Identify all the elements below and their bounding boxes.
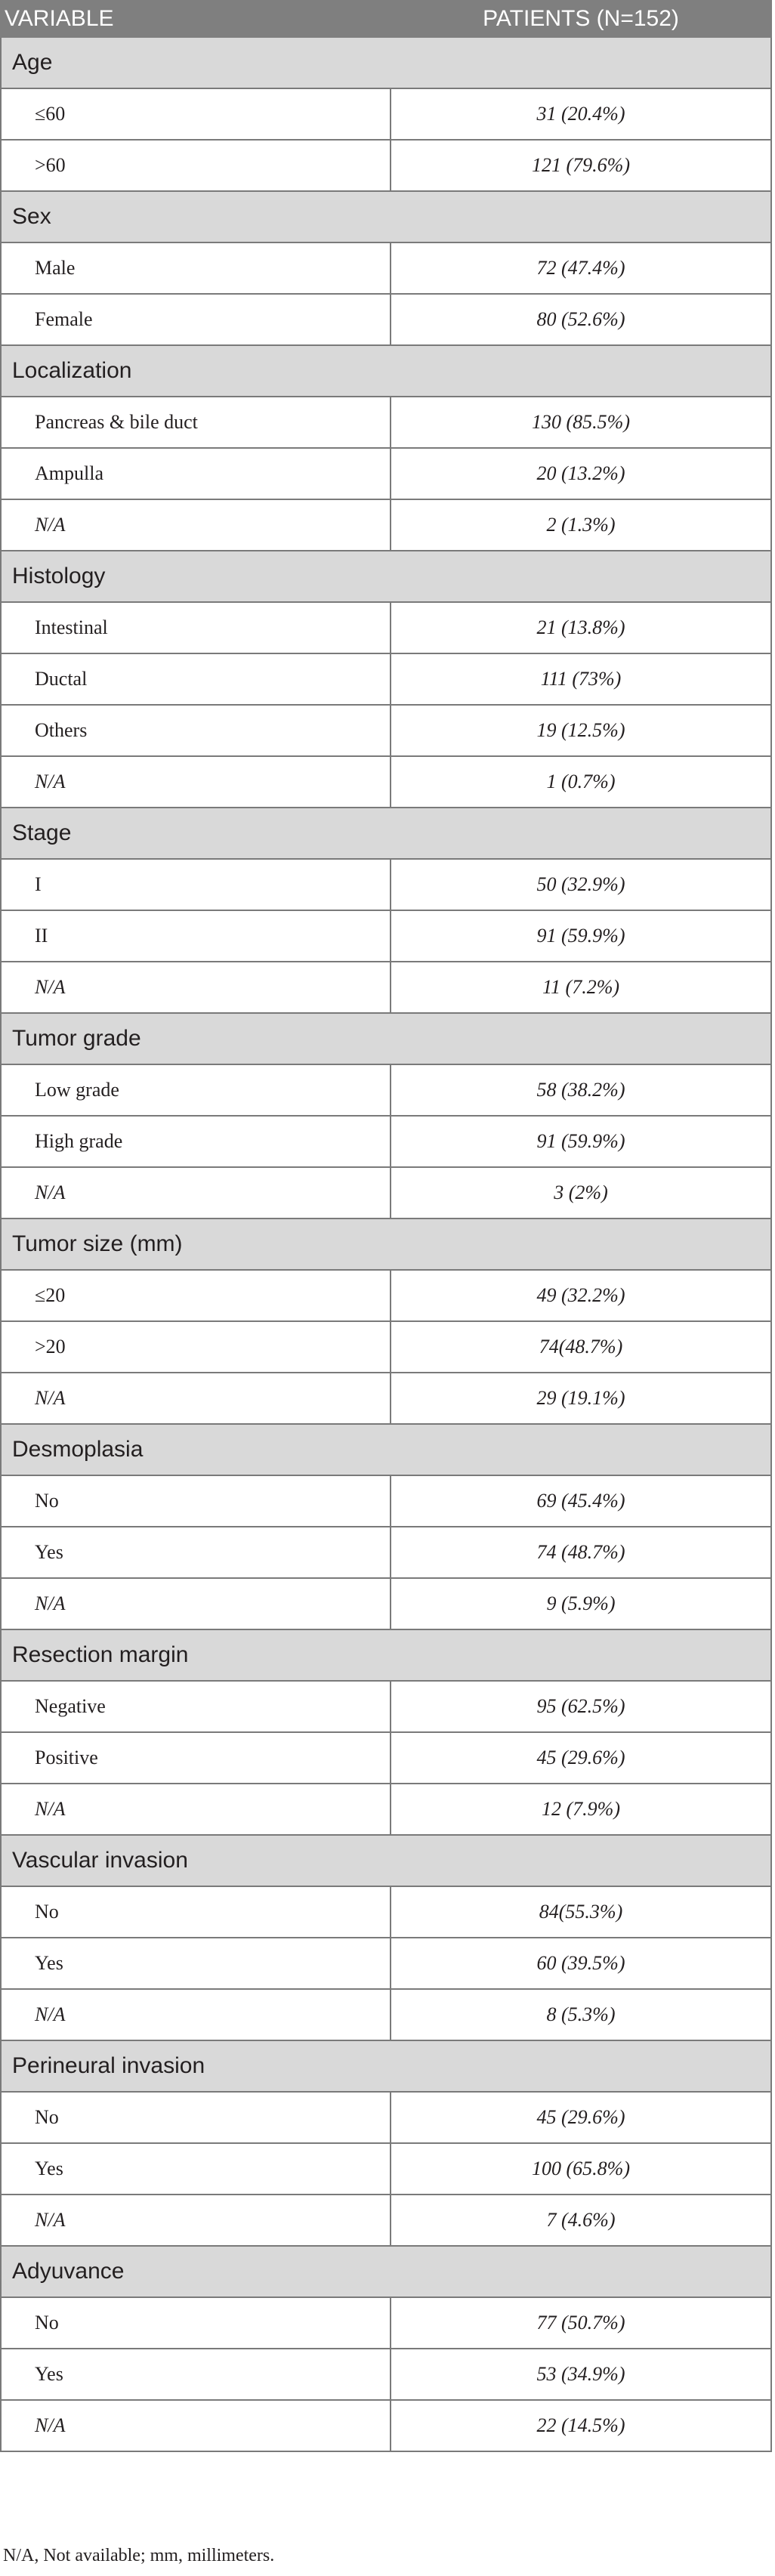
row-value: 2 (1.3%) <box>391 499 771 551</box>
group-row <box>1 2040 771 2092</box>
row-label: N/A <box>1 1167 391 1219</box>
row-label: II <box>1 910 391 962</box>
group-title: Stage <box>1 808 771 859</box>
table-row <box>1 1578 771 1629</box>
row-label: >20 <box>1 1321 391 1373</box>
group-row <box>1 191 771 242</box>
table-row <box>1 1373 771 1424</box>
table-row <box>1 756 771 808</box>
row-label: Yes <box>1 2349 391 2400</box>
group-title: Age <box>1 37 771 88</box>
group-row <box>1 1424 771 1475</box>
row-label: N/A <box>1 1784 391 1835</box>
group-row <box>1 2246 771 2297</box>
row-label: Male <box>1 242 391 294</box>
row-label: Yes <box>1 1527 391 1578</box>
table-row <box>1 2143 771 2195</box>
group-row <box>1 1013 771 1064</box>
table-row <box>1 294 771 345</box>
row-value: 69 (45.4%) <box>391 1475 771 1527</box>
row-value: 60 (39.5%) <box>391 1938 771 1989</box>
table-row <box>1 1475 771 1527</box>
row-label: I <box>1 859 391 910</box>
row-value: 80 (52.6%) <box>391 294 771 345</box>
row-label: Negative <box>1 1681 391 1732</box>
row-value: 45 (29.6%) <box>391 1732 771 1784</box>
group-title: Tumor size (mm) <box>1 1219 771 1270</box>
table-row <box>1 242 771 294</box>
table-row <box>1 1270 771 1321</box>
row-label: Ductal <box>1 653 391 705</box>
row-value: 12 (7.9%) <box>391 1784 771 1835</box>
row-label: N/A <box>1 2195 391 2246</box>
row-label: Female <box>1 294 391 345</box>
row-value: 31 (20.4%) <box>391 88 771 140</box>
row-label: N/A <box>1 756 391 808</box>
row-label: N/A <box>1 962 391 1013</box>
row-value: 7 (4.6%) <box>391 2195 771 2246</box>
table-body <box>1 37 771 2451</box>
table-row <box>1 962 771 1013</box>
row-label: >60 <box>1 140 391 191</box>
table-row <box>1 653 771 705</box>
row-label: No <box>1 1886 391 1938</box>
table-row <box>1 1886 771 1938</box>
table-row <box>1 2092 771 2143</box>
table-row <box>1 140 771 191</box>
row-value: 19 (12.5%) <box>391 705 771 756</box>
row-value: 3 (2%) <box>391 1167 771 1219</box>
group-row <box>1 1835 771 1886</box>
table-row <box>1 1681 771 1732</box>
group-row <box>1 808 771 859</box>
row-value: 22 (14.5%) <box>391 2400 771 2451</box>
table-row <box>1 88 771 140</box>
row-label: No <box>1 2297 391 2349</box>
row-value: 9 (5.9%) <box>391 1578 771 1629</box>
group-title: Adyuvance <box>1 2246 771 2297</box>
row-value: 72 (47.4%) <box>391 242 771 294</box>
row-value: 74(48.7%) <box>391 1321 771 1373</box>
row-label: No <box>1 2092 391 2143</box>
group-row <box>1 1219 771 1270</box>
row-value: 130 (85.5%) <box>391 397 771 448</box>
header-variable: VARIABLE <box>1 1 391 37</box>
row-value: 77 (50.7%) <box>391 2297 771 2349</box>
row-value: 45 (29.6%) <box>391 2092 771 2143</box>
row-value: 91 (59.9%) <box>391 1116 771 1167</box>
row-value: 74 (48.7%) <box>391 1527 771 1578</box>
row-label: Yes <box>1 2143 391 2195</box>
row-label: N/A <box>1 1578 391 1629</box>
table-row <box>1 1167 771 1219</box>
group-row <box>1 1629 771 1681</box>
group-title: Tumor grade <box>1 1013 771 1064</box>
row-label: High grade <box>1 1116 391 1167</box>
row-label: Intestinal <box>1 602 391 653</box>
row-label: N/A <box>1 499 391 551</box>
table-row <box>1 705 771 756</box>
header-patients: PATIENTS (N=152) <box>391 1 771 37</box>
row-label: ≤60 <box>1 88 391 140</box>
row-value: 121 (79.6%) <box>391 140 771 191</box>
group-title: Resection margin <box>1 1629 771 1681</box>
row-label: No <box>1 1475 391 1527</box>
row-label: N/A <box>1 1373 391 1424</box>
group-title: Histology <box>1 551 771 602</box>
row-value: 1 (0.7%) <box>391 756 771 808</box>
table-row <box>1 2297 771 2349</box>
table-row <box>1 1732 771 1784</box>
row-value: 50 (32.9%) <box>391 859 771 910</box>
table-row <box>1 1784 771 1835</box>
table-row <box>1 499 771 551</box>
row-label: ≤20 <box>1 1270 391 1321</box>
row-label: Ampulla <box>1 448 391 499</box>
group-row <box>1 345 771 397</box>
row-value: 11 (7.2%) <box>391 962 771 1013</box>
row-value: 53 (34.9%) <box>391 2349 771 2400</box>
table-row <box>1 1938 771 1989</box>
group-title: Vascular invasion <box>1 1835 771 1886</box>
group-title: Localization <box>1 345 771 397</box>
header-row <box>1 1 771 37</box>
table-row <box>1 2400 771 2451</box>
table-row <box>1 1116 771 1167</box>
table-row <box>1 1527 771 1578</box>
table-row <box>1 2349 771 2400</box>
table-row <box>1 1064 771 1116</box>
row-label: Positive <box>1 1732 391 1784</box>
row-value: 91 (59.9%) <box>391 910 771 962</box>
row-value: 21 (13.8%) <box>391 602 771 653</box>
row-label: N/A <box>1 2400 391 2451</box>
table-row <box>1 859 771 910</box>
row-value: 100 (65.8%) <box>391 2143 771 2195</box>
row-value: 49 (32.2%) <box>391 1270 771 1321</box>
row-label: Low grade <box>1 1064 391 1116</box>
table-row <box>1 602 771 653</box>
row-label: N/A <box>1 1989 391 2040</box>
table-row <box>1 1321 771 1373</box>
table-row <box>1 2195 771 2246</box>
group-title: Desmoplasia <box>1 1424 771 1475</box>
table-header <box>1 1 771 37</box>
group-title: Perineural invasion <box>1 2040 771 2092</box>
table-row <box>1 397 771 448</box>
table-row <box>1 910 771 962</box>
row-value: 20 (13.2%) <box>391 448 771 499</box>
row-value: 29 (19.1%) <box>391 1373 771 1424</box>
row-value: 8 (5.3%) <box>391 1989 771 2040</box>
group-row <box>1 551 771 602</box>
table-footnote: N/A, Not available; mm, millimeters. <box>3 2546 275 2565</box>
row-value: 58 (38.2%) <box>391 1064 771 1116</box>
group-title: Sex <box>1 191 771 242</box>
row-label: Others <box>1 705 391 756</box>
table-row <box>1 448 771 499</box>
row-label: Yes <box>1 1938 391 1989</box>
table-row <box>1 1989 771 2040</box>
row-label: Pancreas & bile duct <box>1 397 391 448</box>
row-value: 111 (73%) <box>391 653 771 705</box>
row-value: 84(55.3%) <box>391 1886 771 1938</box>
group-row <box>1 37 771 88</box>
row-value: 95 (62.5%) <box>391 1681 771 1732</box>
